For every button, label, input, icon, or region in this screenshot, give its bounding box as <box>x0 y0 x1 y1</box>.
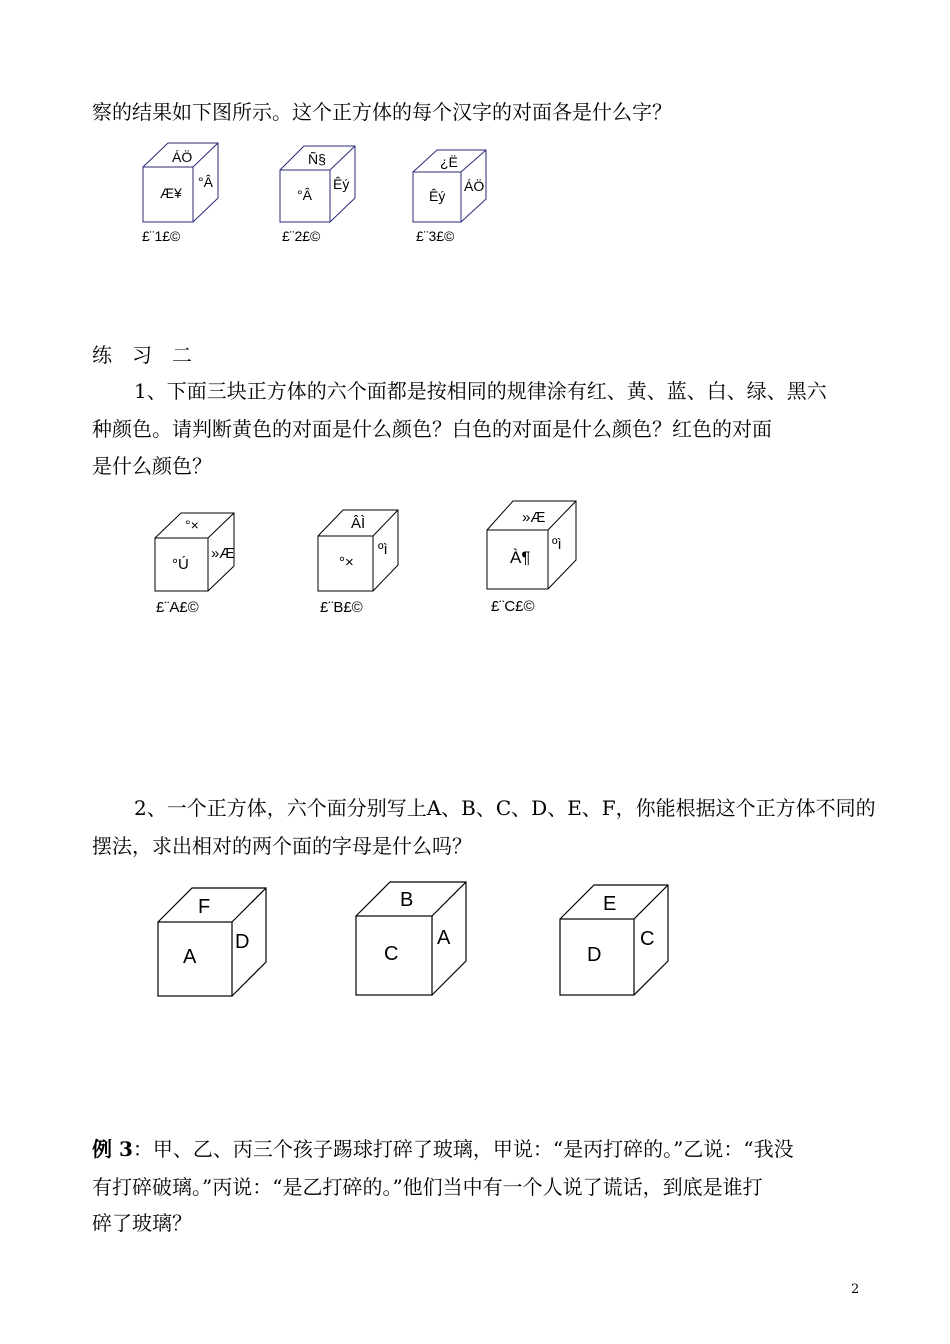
cube-bca-top: B <box>400 889 414 911</box>
cube-1-front: Æ¥ <box>160 185 182 201</box>
example-label: 例 3 <box>92 1137 133 1161</box>
cube-3-front: Êý <box>429 188 446 204</box>
cube-c-front: À¶ <box>510 548 531 567</box>
cube-2-top: Ñ§ <box>308 151 326 167</box>
cube-3-caption: £¨3£© <box>416 228 455 244</box>
cube-a-caption: £¨A£© <box>156 599 199 616</box>
cube-2-caption: £¨2£© <box>282 228 321 244</box>
cube-b-top: ÂÌ <box>351 515 366 532</box>
cube-1-caption: £¨1£© <box>142 228 181 244</box>
cube-1-side: °Â <box>198 174 213 190</box>
cube-edc-front: D <box>587 944 602 966</box>
cube-f-side: D <box>235 931 250 953</box>
cube-a-front: °Ú <box>172 556 189 573</box>
cube-f <box>158 888 266 996</box>
cube-2-side: Êý <box>333 176 350 192</box>
q1-line-3: 是什么颜色？ <box>92 454 212 478</box>
cube-bca-side: A <box>437 927 451 949</box>
cube-a-top: °× <box>185 517 199 533</box>
cube-b-front: °× <box>339 554 354 571</box>
q2-line-1: 2、一个正方体，六个面分别写上A、B、C、D、E、F，你能根据这个正方体不同的 <box>134 796 876 820</box>
example-line-1 <box>92 1131 862 1167</box>
cube-f-front: A <box>183 946 197 968</box>
cube-3-side: ÁÖ <box>464 178 485 194</box>
cube-3-top: ¿Ë <box>440 154 458 170</box>
cube-c-top: »Æ <box>522 509 546 526</box>
cube-2-front: °Â <box>297 187 312 203</box>
q2-line-2: 摆法，求出相对的两个面的字母是什么吗？ <box>92 834 472 858</box>
intro-line: 察的结果如下图所示。这个正方体的每个汉字的对面各是什么字？ <box>92 100 672 124</box>
example-line-1-text: ：甲、乙、丙三个孩子踢球打碎了玻璃，甲说：“是丙打碎的。”乙说：“我没 <box>132 1137 794 1161</box>
exercise-title: 练 习 二 <box>92 343 192 367</box>
cube-bca-front: C <box>384 943 399 965</box>
cube-1-top: ÁÖ <box>172 149 193 165</box>
cube-a-side: »Æ <box>211 545 235 562</box>
q1-line-2: 种颜色。请判断黄色的对面是什么颜色？白色的对面是什么颜色？红色的对面 <box>92 417 772 441</box>
cube-edc-side: C <box>640 928 655 950</box>
cube-b-side: ºì <box>378 541 388 558</box>
example-line-3: 碎了玻璃？ <box>92 1211 192 1235</box>
cube-b-caption: £¨B£© <box>320 599 363 616</box>
cube-f-top: F <box>198 896 211 918</box>
cube-c-caption: £¨C£© <box>491 598 535 615</box>
cube-edc-top: E <box>603 893 617 915</box>
page-number: 2 <box>851 1282 860 1297</box>
q1-line-1: 1、下面三块正方体的六个面都是按相同的规律涂有红、黄、蓝、白、绿、黑六 <box>134 379 827 403</box>
example-line-2: 有打碎破璃。”丙说：“是乙打碎的。”他们当中有一个人说了谎话，到底是谁打 <box>92 1175 763 1199</box>
cube-c-side: ºì <box>552 536 562 553</box>
